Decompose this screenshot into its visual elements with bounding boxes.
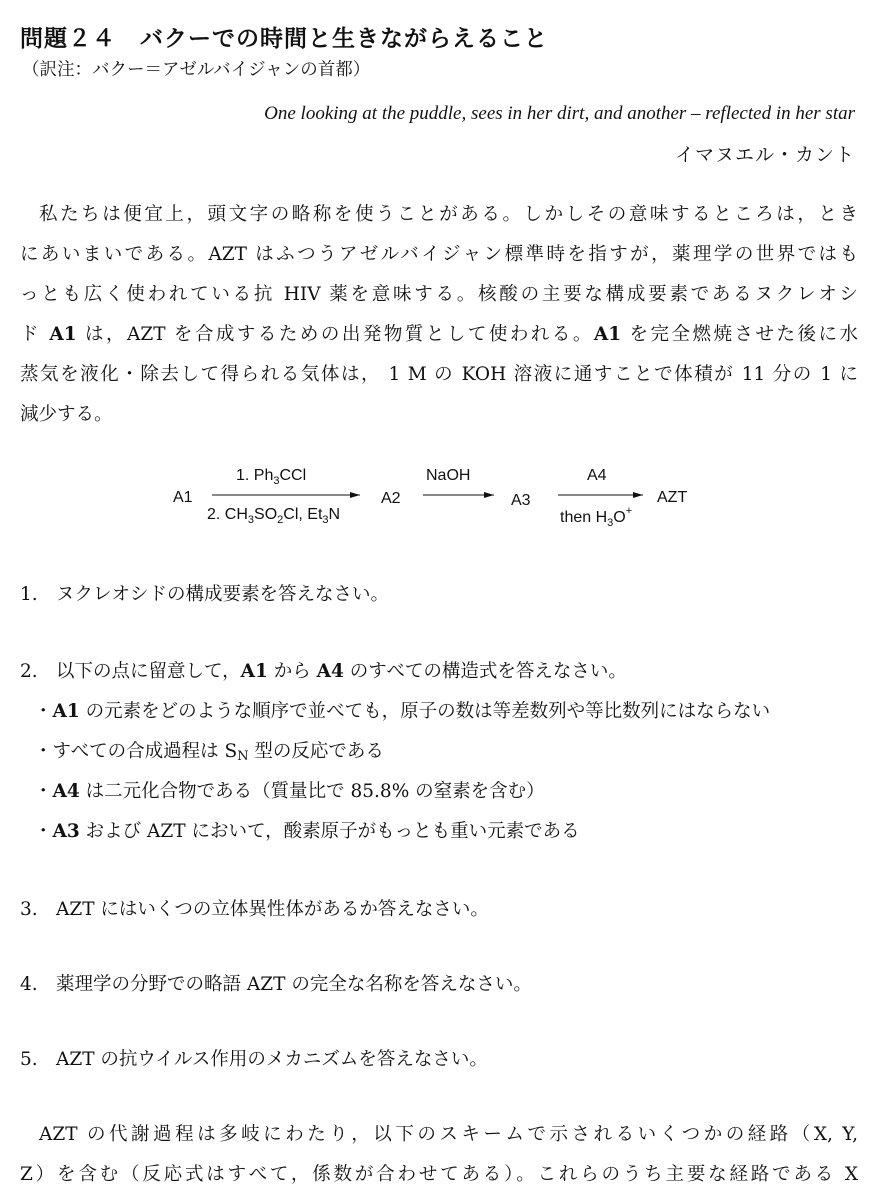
intro-text: ド [20,324,50,345]
question-text: から [267,661,317,682]
question-text: のすべての構造式を答えなさい。 [343,661,627,682]
bullet-text: の元素をどのような順序で並べても，原子の数は等差数列や等比数列にはならない [79,701,771,722]
translator-note: （訳注：バクー＝アゼルバイジャンの首都） [22,60,371,80]
compound-a1: A1 [240,661,268,682]
outro-line-2: Z）を含む（反応式はすべて，係数が合わせてある）。これらのうち主要な経路である X [20,1164,858,1185]
scheme-step1-reagent-2: 2. $CH_3SO_2Cl$, $Et_3N$ [207,506,341,526]
intro-line-5: 蒸気を液化・除去して得られる気体は， 1 M の KOH 溶液に通すことで体積が 11 分の 1 に [20,364,858,385]
compound-a1: A1 [52,701,80,722]
intro-text: を完全燃焼させた後に水 [621,324,858,345]
scheme-node-a1: A1 [173,489,193,506]
bullet-mark: ・ [34,821,53,842]
scheme-arrowhead-1 [350,492,360,498]
intro-line-4 [20,315,858,355]
bullet-text: 型の反応である [248,741,384,762]
scheme-node-a2: A2 [381,490,401,507]
hint-bullet-2 [34,737,384,764]
scheme-step1-reagent-1: 1. $Ph_3CCl$ [236,467,307,487]
intro-line-6: 減少する。 [20,404,113,425]
intro-text: は，AZT を合成するための出発物質として使われる。 [76,324,594,345]
question-4 [20,970,532,996]
intro-line-1: 私たちは便宜上，頭文字の略称を使うことがある。しかしその意味するところは，とき [39,204,858,225]
hint-bullet-4 [34,817,580,843]
scheme-arrowhead-3 [633,492,643,498]
scheme-node-azt: AZT [657,489,688,506]
scheme-arrowhead-2 [484,492,494,498]
question-number: 3. [20,899,38,920]
question-1 [20,580,389,606]
question-5 [20,1045,488,1071]
outro-line-1: AZT の代謝過程は多岐にわたり，以下のスキームで示されるいくつかの経路（X, Y, [39,1124,858,1145]
question-number: 5. [20,1049,38,1070]
question-3 [20,895,489,921]
hint-bullet-1 [34,697,770,723]
intro-line-2: にあいまいである。AZT はふつうアゼルバイジャン標準時を指すが，薬理学の世界ではも [20,244,858,265]
compound-a1: A1 [49,324,77,345]
question-text: 以下の点に留意して， [56,661,241,682]
scheme-step2-reagent: NaOH [426,467,471,484]
intro-paragraph [20,195,858,435]
compound-a4: A4 [52,781,80,802]
question-number: 1. [20,584,38,605]
bullet-text: および AZT において，酸素原子がもっとも重い元素である [79,821,580,842]
intro-line-3: っとも広く使われている抗 HIV 薬を意味する。核酸の主要な構成要素であるヌクレオシ [20,284,858,305]
epigraph-author: イマヌエル・カント [674,144,855,166]
compound-a3: A3 [52,821,80,842]
reaction-scheme [0,455,881,535]
scheme-node-a3: A3 [511,492,531,509]
question-text: ヌクレオシドの構成要素を答えなさい。 [56,584,390,605]
epigraph-quote: One looking at the puddle, sees in her dirt, and another – reflected in her star [264,103,855,124]
question-2 [20,657,627,683]
scheme-step3-reagent: A4 [587,467,607,484]
question-text: AZT の抗ウイルス作用のメカニズムを答えなさい。 [56,1049,488,1070]
hint-bullet-3 [34,777,545,803]
question-number: 4. [20,974,38,995]
question-text: AZT にはいくつの立体異性体があるか答えなさい。 [56,899,489,920]
bullet-mark: ・ [34,701,53,722]
bullet-text: ・すべての合成過程は S [34,741,238,762]
bullet-mark: ・ [34,781,53,802]
bullet-text: は二元化合物である（質量比で 85.8% の窒素を含む） [79,781,545,802]
question-number: 2. [20,661,38,682]
outro-paragraph [20,1115,858,1195]
compound-a1: A1 [593,324,622,345]
question-text: 薬理学の分野での略語 AZT の完全な名称を答えなさい。 [56,974,532,995]
scheme-step3-workup: then $H_3O^+$ [560,505,633,529]
compound-a4: A4 [316,661,344,682]
problem-title: 問題２４ バクーでの時間と生きながらえること [20,26,548,52]
bullet-subscript: N [237,749,249,765]
